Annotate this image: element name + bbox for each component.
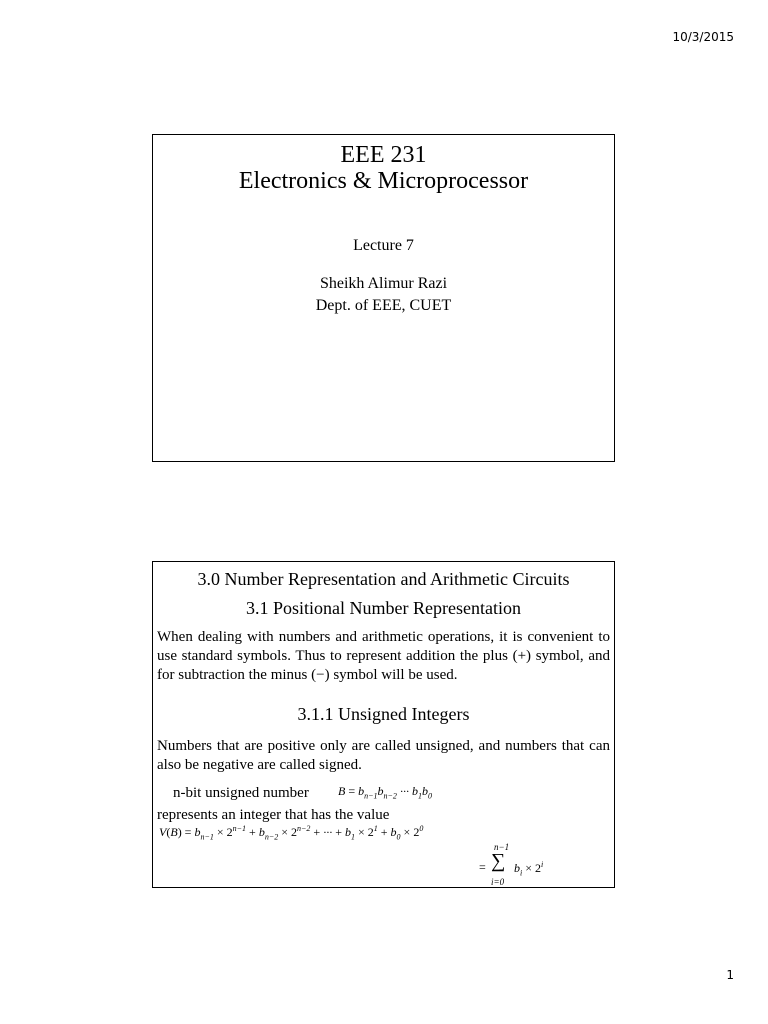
author-name: Sheikh Alimur Razi (319, 275, 448, 292)
nbit-label: n-bit unsigned number (173, 785, 309, 801)
slide-heading: 3.0 Number Representation and Arithmetic Circuits (197, 569, 570, 589)
unsigned-paragraph: Numbers that are positive only are called unsigned, and numbers that can also be negative are called signed. (157, 738, 610, 773)
course-code: EEE 231 (340, 142, 427, 168)
intro-paragraph: When dealing with numbers and arithmetic operations, it is convenient to use standard symbols. Thus to represent addition the plus (+) symbol, and for subtraction the minus (−) symbol will be used. (157, 629, 610, 683)
represents-text: represents an integer that has the value (157, 807, 390, 823)
sum-upper-limit: n−1 (494, 842, 510, 852)
course-title: Electronics & Microprocessor (238, 168, 529, 194)
department: Dept. of EEE, CUET (315, 297, 452, 314)
sum-lower-limit: i=0 (491, 877, 505, 887)
section-heading: 3.1.1 Unsigned Integers (297, 704, 470, 724)
page-date: 10/3/2015 (672, 30, 734, 44)
page-number: 1 (726, 968, 734, 982)
slide-subheading: 3.1 Positional Number Representation (246, 598, 521, 618)
content-slide (152, 561, 615, 888)
value-formula: $V(B) = b_{n-1} \times 2^{n-1} + b_{n-2} \times 2^{n-2}$ + ··· + $b_1 \times 2^1 + b_0 \times 2^0$ (159, 824, 424, 842)
sum-term: $b_i \times 2^i$ (514, 860, 544, 878)
sigma-symbol: ∑ (491, 850, 506, 872)
title-slide (152, 134, 615, 462)
bit-vector-formula: $B = b_{n-1}b_{n-2}$ ··· $b_1b_0$ (338, 784, 432, 801)
sum-equals: = (479, 860, 486, 874)
lecture-number: Lecture 7 (353, 237, 414, 254)
